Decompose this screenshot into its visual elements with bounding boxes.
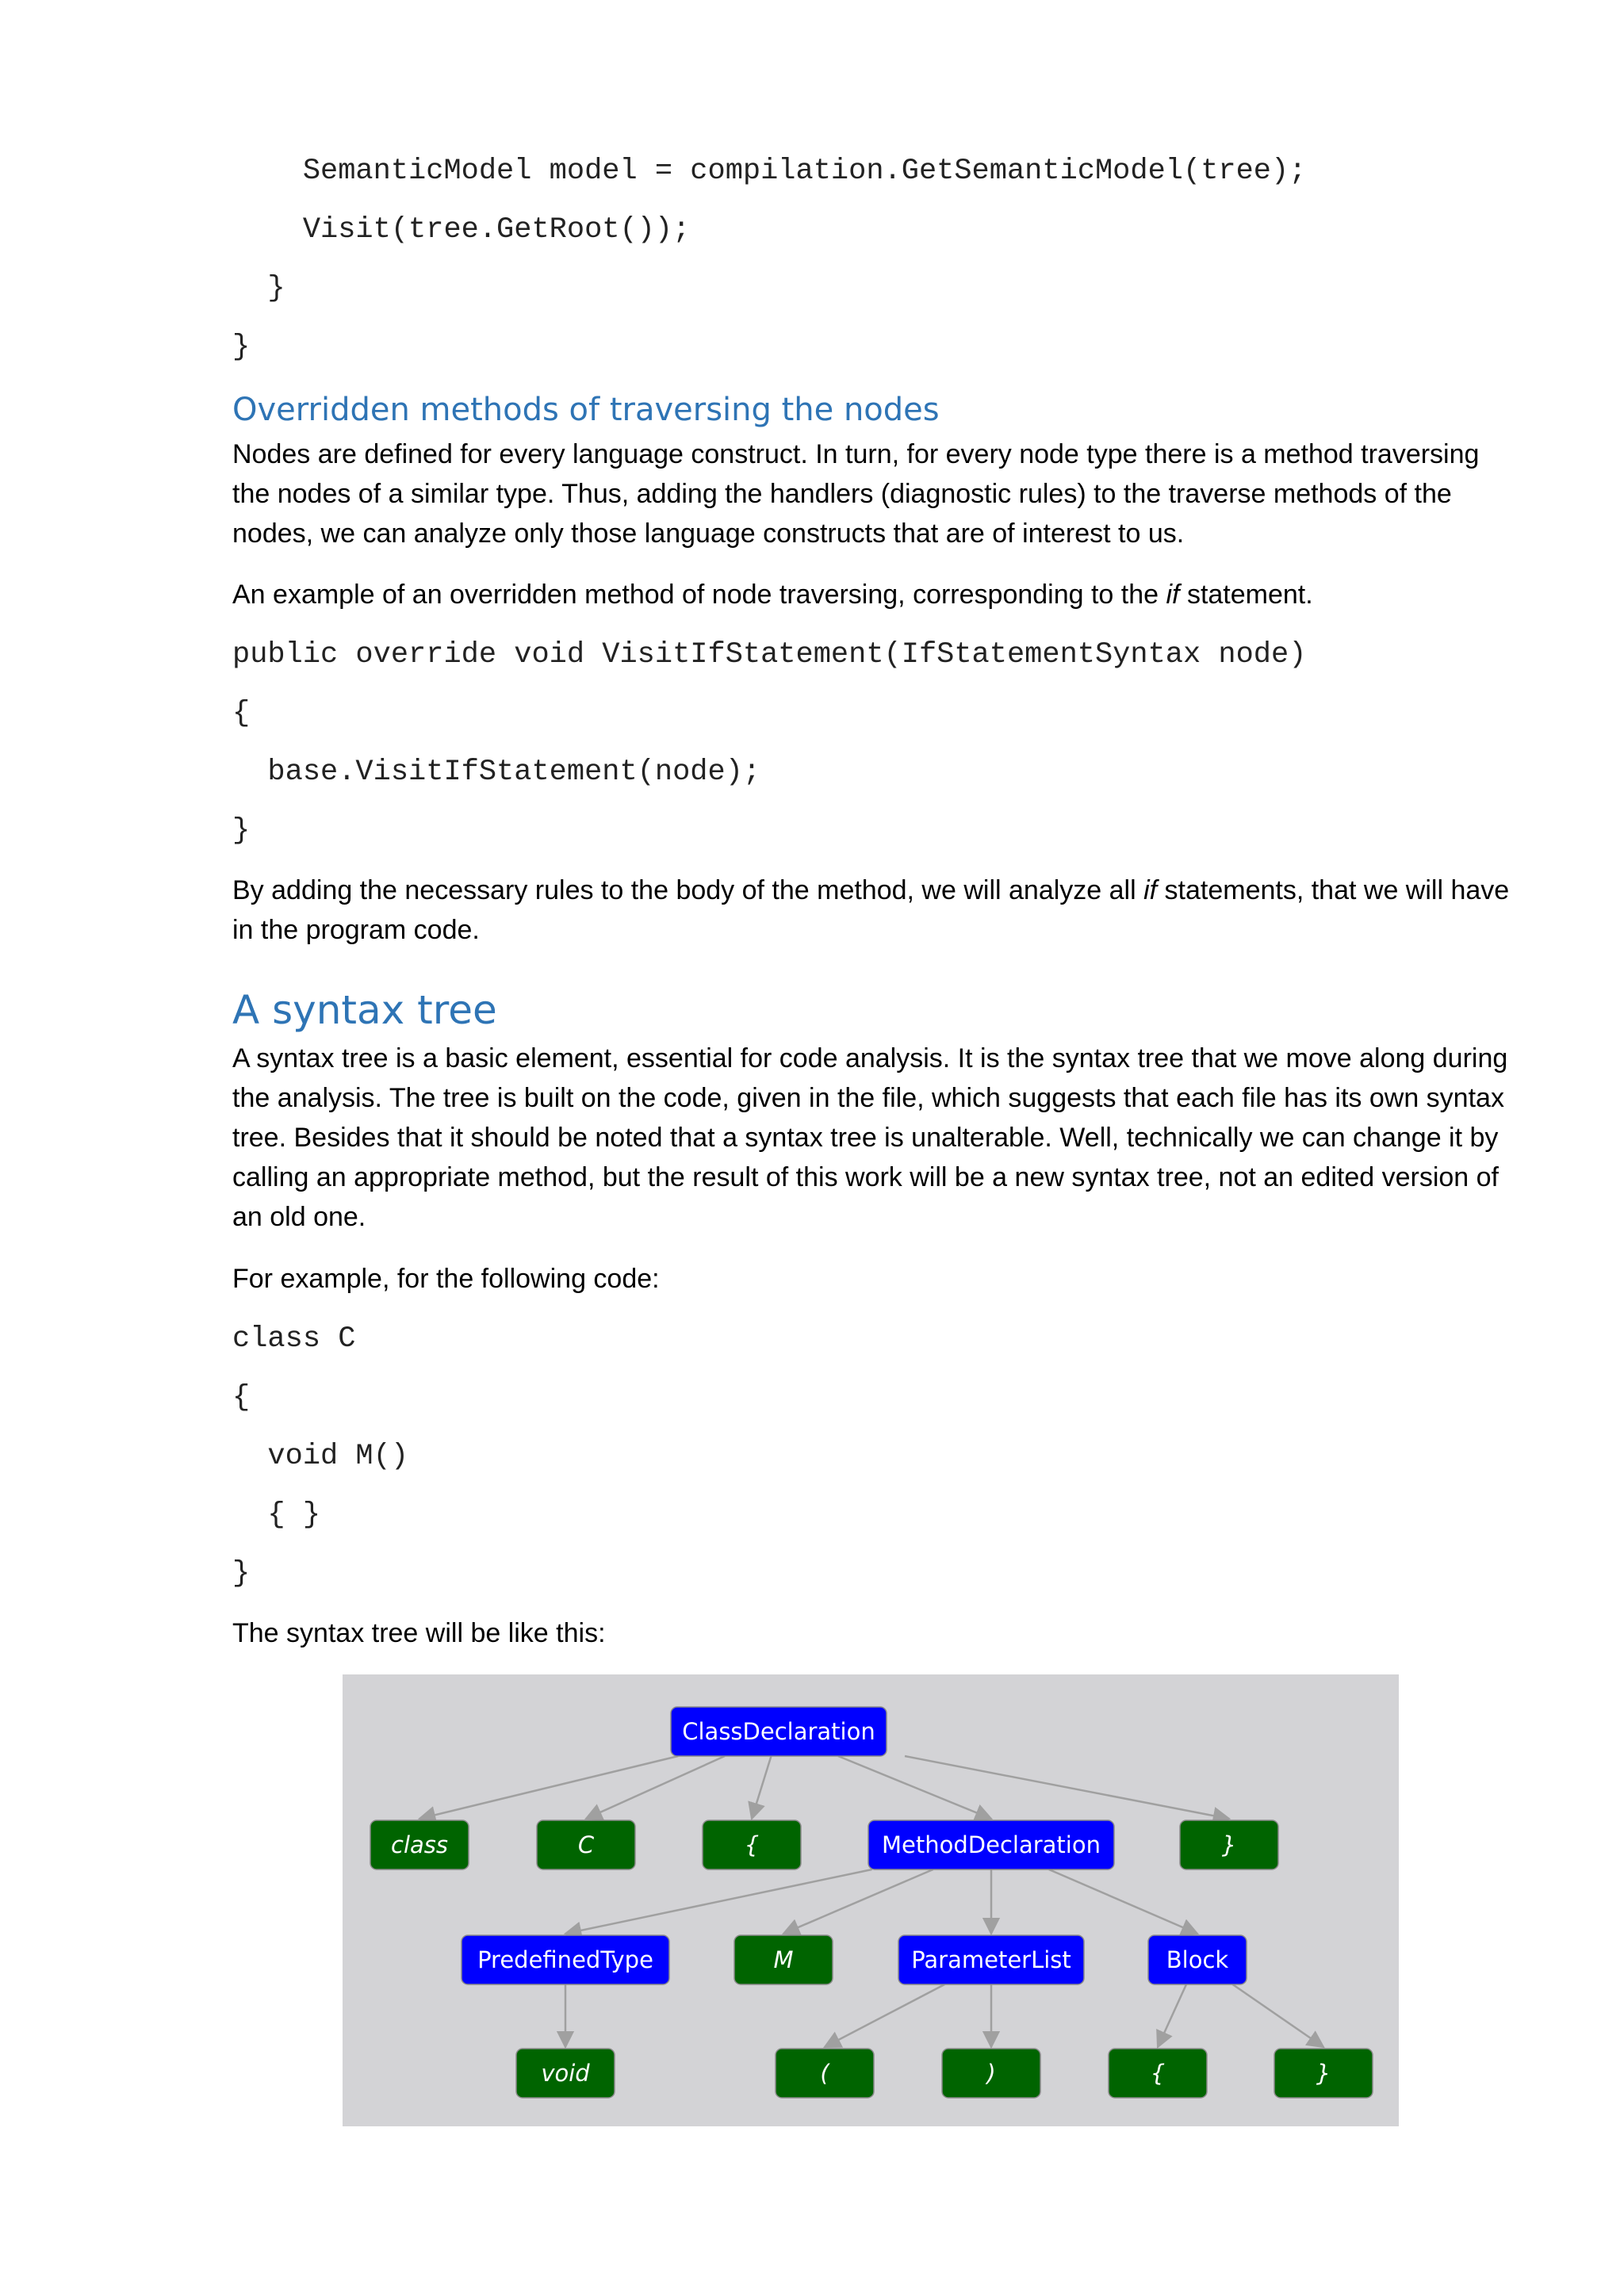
code-line: { [232, 697, 251, 730]
paragraph: The syntax tree will be like this: [232, 1618, 606, 1648]
emphasis: if [1166, 580, 1180, 610]
text-run: statement. [1179, 580, 1313, 610]
tree-node-class [370, 1820, 469, 1869]
tree-node-predef [462, 1935, 669, 1984]
paragraph [232, 871, 1517, 950]
tree-node-rbrace [1180, 1820, 1278, 1869]
tree-node-label: ClassDeclaration [682, 1718, 875, 1745]
text-run: An example of an overridden method of node traversing, corresponding to the [232, 580, 1166, 610]
paragraph: Nodes are defined for every language construct. In turn, for every node type there is a method traversing the nodes of a similar type. Thus, adding the handlers (diagnostic rules) to the traverse methods of the nodes, we can analyze only those language constructs that are of interest to us. [232, 439, 1480, 549]
code-line: SemanticModel model = compilation.GetSemanticModel(tree); [232, 155, 1307, 188]
code-line: Visit(tree.GetRoot()); [232, 213, 691, 247]
code-line: } [232, 814, 251, 848]
code-line: void M() [232, 1440, 409, 1473]
tree-node-label: Block [1166, 1946, 1229, 1973]
tree-edge-classdecl-methoddecl [838, 1756, 991, 1819]
tree-node-label: void [541, 2060, 590, 2087]
tree-edge-methoddecl-block [1049, 1869, 1197, 1934]
tree-node-m [734, 1935, 833, 1984]
tree-edge-classdecl-rbrace [905, 1756, 1229, 1819]
tree-node-methoddecl [868, 1820, 1114, 1869]
tree-node-label: C [577, 1831, 595, 1858]
tree-node-label: MethodDeclaration [882, 1831, 1101, 1858]
syntax-tree-svg [343, 1674, 1399, 2126]
tree-node-paramlist [898, 1935, 1084, 1984]
code-line: class C [232, 1322, 356, 1356]
tree-node-label: class [391, 1831, 448, 1858]
tree-node-label: M [773, 1946, 794, 1973]
tree-node-label: { [1150, 2060, 1166, 2087]
section-heading: A syntax tree [232, 987, 497, 1033]
tree-edge-block-blbrace [1158, 1984, 1186, 2047]
code-line: } [232, 1557, 251, 1590]
syntax-tree-diagram [343, 1674, 1399, 2126]
tree-edge-classdecl-c [586, 1756, 725, 1819]
tree-node-classdecl [671, 1707, 887, 1756]
code-line: base.VisitIfStatement(node); [232, 756, 761, 789]
tree-node-block [1148, 1935, 1247, 1984]
tree-edge-classdecl-class [419, 1756, 678, 1819]
tree-edge-paramlist-lparen [825, 1984, 944, 2047]
tree-node-label: } [1316, 2060, 1331, 2087]
code-line: public override void VisitIfStatement(IfStatementSyntax node) [232, 638, 1307, 672]
tree-node-label: ParameterList [911, 1946, 1071, 1973]
tree-edge-methoddecl-predef [565, 1869, 872, 1934]
tree-node-label: ) [986, 2060, 996, 2087]
tree-node-rparen [942, 2049, 1040, 2098]
section-heading: Overridden methods of traversing the nodes [232, 392, 940, 428]
text-run: By adding the necessary rules to the body of the method, we will analyze all [232, 875, 1144, 905]
code-line: } [232, 331, 251, 364]
tree-node-label: ( [820, 2060, 829, 2087]
tree-edge-methoddecl-m [783, 1869, 933, 1934]
code-line: } [232, 272, 285, 305]
code-line: { } [232, 1498, 321, 1532]
tree-node-lbrace [703, 1820, 801, 1869]
tree-node-label: { [744, 1831, 760, 1858]
emphasis: if [1143, 875, 1158, 905]
tree-edge-classdecl-lbrace [752, 1756, 771, 1819]
tree-node-blbrace [1109, 2049, 1207, 2098]
text-run: statements, that we will have in the program code. [232, 875, 1510, 945]
tree-node-lparen [776, 2049, 874, 2098]
tree-node-label: } [1221, 1831, 1237, 1858]
tree-node-label: PredefinedType [477, 1946, 653, 1973]
tree-node-void [516, 2049, 615, 2098]
tree-node-c [537, 1820, 635, 1869]
tree-edge-block-brbrace [1233, 1984, 1323, 2047]
paragraph: For example, for the following code: [232, 1264, 660, 1294]
paragraph [232, 575, 1517, 614]
tree-node-brbrace [1274, 2049, 1373, 2098]
code-line: { [232, 1381, 251, 1414]
paragraph: A syntax tree is a basic element, essential for code analysis. It is the syntax tree that we move along during the analysis. The tree is built on the code, given in the file, which suggests that each file has its own syntax tree. Besides that it should be noted that a syntax tree is unalterable. Well, technically we can change it by calling an appropriate method, but the result of this work will be a new syntax tree, not an edited version of an old one. [232, 1043, 1508, 1232]
